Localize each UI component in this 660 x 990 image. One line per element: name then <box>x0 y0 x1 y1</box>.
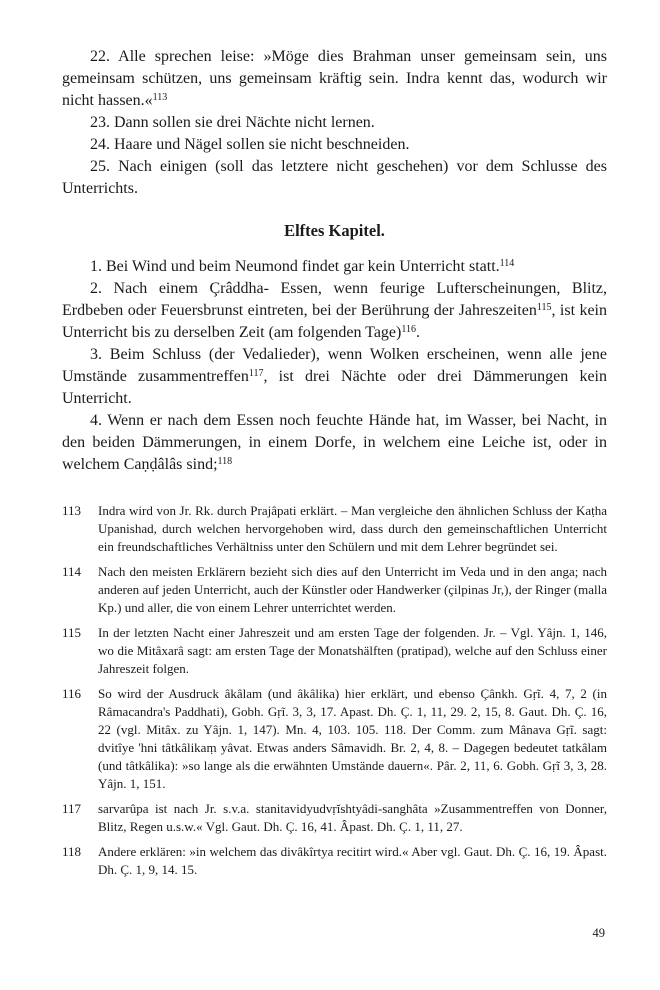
footnote-number: 115 <box>62 625 82 640</box>
footnote-number: 118 <box>62 844 82 859</box>
footnote-number: 113 <box>62 503 82 518</box>
footnote <box>62 685 607 793</box>
document-page <box>62 46 607 886</box>
chapter-text-block <box>62 256 607 476</box>
paragraph: 24. Haare und Nägel sollen sie nicht beschneiden. <box>90 136 410 153</box>
footnote-number: 117 <box>62 801 82 816</box>
page-number: 49 <box>592 926 605 940</box>
footnote-reference: 117 <box>248 368 264 379</box>
footnote-text: Indra wird von Jr. Rk. durch Prajâpati erklärt. – Man vergleiche den ähnlichen Schluss der Kaṭha Upanishad, durch welchen hervorgehoben wird, dass durch den gemeinschaftlichen Unterricht ein freundschaftliches Verhältniss unter den Schülern und mit dem Lehrer begründet sei. <box>98 503 607 554</box>
paragraph: 23. Dann sollen sie drei Nächte nicht lernen. <box>90 114 375 131</box>
footnote-number: 116 <box>62 686 82 701</box>
paragraph: 22. Alle sprechen leise: »Möge dies Brahman unser gemeinsam sein, uns gemeinsam schützen, uns gemeinsam kräftig sein. Indra kennt das, wodurch wir nicht hassen.«$^{113}$ <box>62 48 607 109</box>
footnotes-section <box>62 502 607 879</box>
paragraph: 25. Nach einigen (soll das letztere nicht geschehen) vor dem Schlusse des Unterrichts. <box>62 158 607 197</box>
footnote-reference: 115 <box>536 302 552 313</box>
footnote-text: In der letzten Nacht einer Jahreszeit und am ersten Tage der folgenden. Jr. – Vgl. Yâjn. 1, 146, wo die Mitâxarâ sagt: am ersten Tage der Monatshälften (pratipad), welche auf den Schluss einer Jahreszeit folgen. <box>98 625 607 676</box>
footnote-text: So wird der Ausdruck âkâlam (und âkâlika) hier erklärt, und ebenso Çânkh. Gṛĩ. 4, 7, 2 (in Râmacandra's Paddhati), Gobh. Gṛĩ. 3, 3, 17. Apast. Dh. Ç. 1, 11, 29. 2, 15, 8. Gaut. Dh. Ç. 16, 22 (vgl. Mitâx. zu Yâjn. 1, 147). Mn. 4, 103. 105. 118. Der Comm. zum Mânava Gṛĩ. sagt: dvitîye 'hni tâtkâlikaṃ yâvat. Etwas anders Sâmavidh. Br. 2, 4, 8. – Dagegen bedeutet tatkâlam (und tâtkâlika): »so lange als die erwähnten Umstände dauern«. Pâr. 2, 11, 6. Gobh. Gṛĩ 3, 3, 28. Yâjn. 1, 151. <box>98 686 607 791</box>
footnote-text: Andere erklären: »in welchem das divâkîrtya recitirt wird.« Aber vgl. Gaut. Dh. Ç. 16, 19. Âpast. Dh. Ç. 1, 9, 14. 15. <box>98 844 607 877</box>
footnote <box>62 563 607 617</box>
footnote-reference: 113 <box>152 92 168 103</box>
footnote <box>62 800 607 836</box>
footnote-text: Nach den meisten Erklärern bezieht sich dies auf den Unterricht im Veda und in den anga; nach anderen auf jeden Unterricht, auch der Künstler oder Handwerker (çilpinas Jr,), der Ringer (malla Kp.) und aller, die von einem Lehrer unterrichtet werden. <box>98 564 607 615</box>
footnote-text: sarvarûpa ist nach Jr. s.v.a. stanitavidyudvṛĭshtyâdi-sanghâta »Zusammentreffen von Donner, Blitz, Regen u.s.w.« Vgl. Gaut. Dh. Ç. 16, 41. Âpast. Dh. Ç. 1, 11, 27. <box>98 801 607 834</box>
chapter-heading: Elftes Kapitel. <box>284 221 385 240</box>
footnote <box>62 502 607 556</box>
footnote <box>62 624 607 678</box>
footnote-reference: 114 <box>499 258 515 269</box>
paragraph: 1. Bei Wind und beim Neumond findet gar kein Unterricht statt.$^{114}$ <box>90 258 515 275</box>
paragraph: 3. Beim Schluss (der Vedalieder), wenn Wolken erscheinen, wenn alle jene Umstände zusammentreffen$^{117}$, ist drei Nächte oder drei Dämmerungen kein Unterricht. <box>62 346 607 407</box>
paragraph: 4. Wenn er nach dem Essen noch feuchte Hände hat, im Wasser, bei Nacht, in den beiden Dämmerungen, in einem Dorfe, in welchem eine Leiche ist, oder in welchem Caṇḍâlâs sind;$^{118}$ <box>62 412 607 473</box>
main-text-block <box>62 46 607 200</box>
paragraph: 2. Nach einem Çrâddha- Essen, wenn feurige Lufterscheinungen, Blitz, Erdbeben oder Feuersbrunst eintreten, bei der Berührung der Jahreszeiten$^{115}$, ist kein Unterricht bis zu derselben Zeit (am folgenden Tage)$^{116}$. <box>62 280 607 341</box>
footnote-reference: 118 <box>217 456 233 467</box>
footnote <box>62 843 607 879</box>
footnote-reference: 116 <box>401 324 416 335</box>
footnote-number: 114 <box>62 564 82 579</box>
